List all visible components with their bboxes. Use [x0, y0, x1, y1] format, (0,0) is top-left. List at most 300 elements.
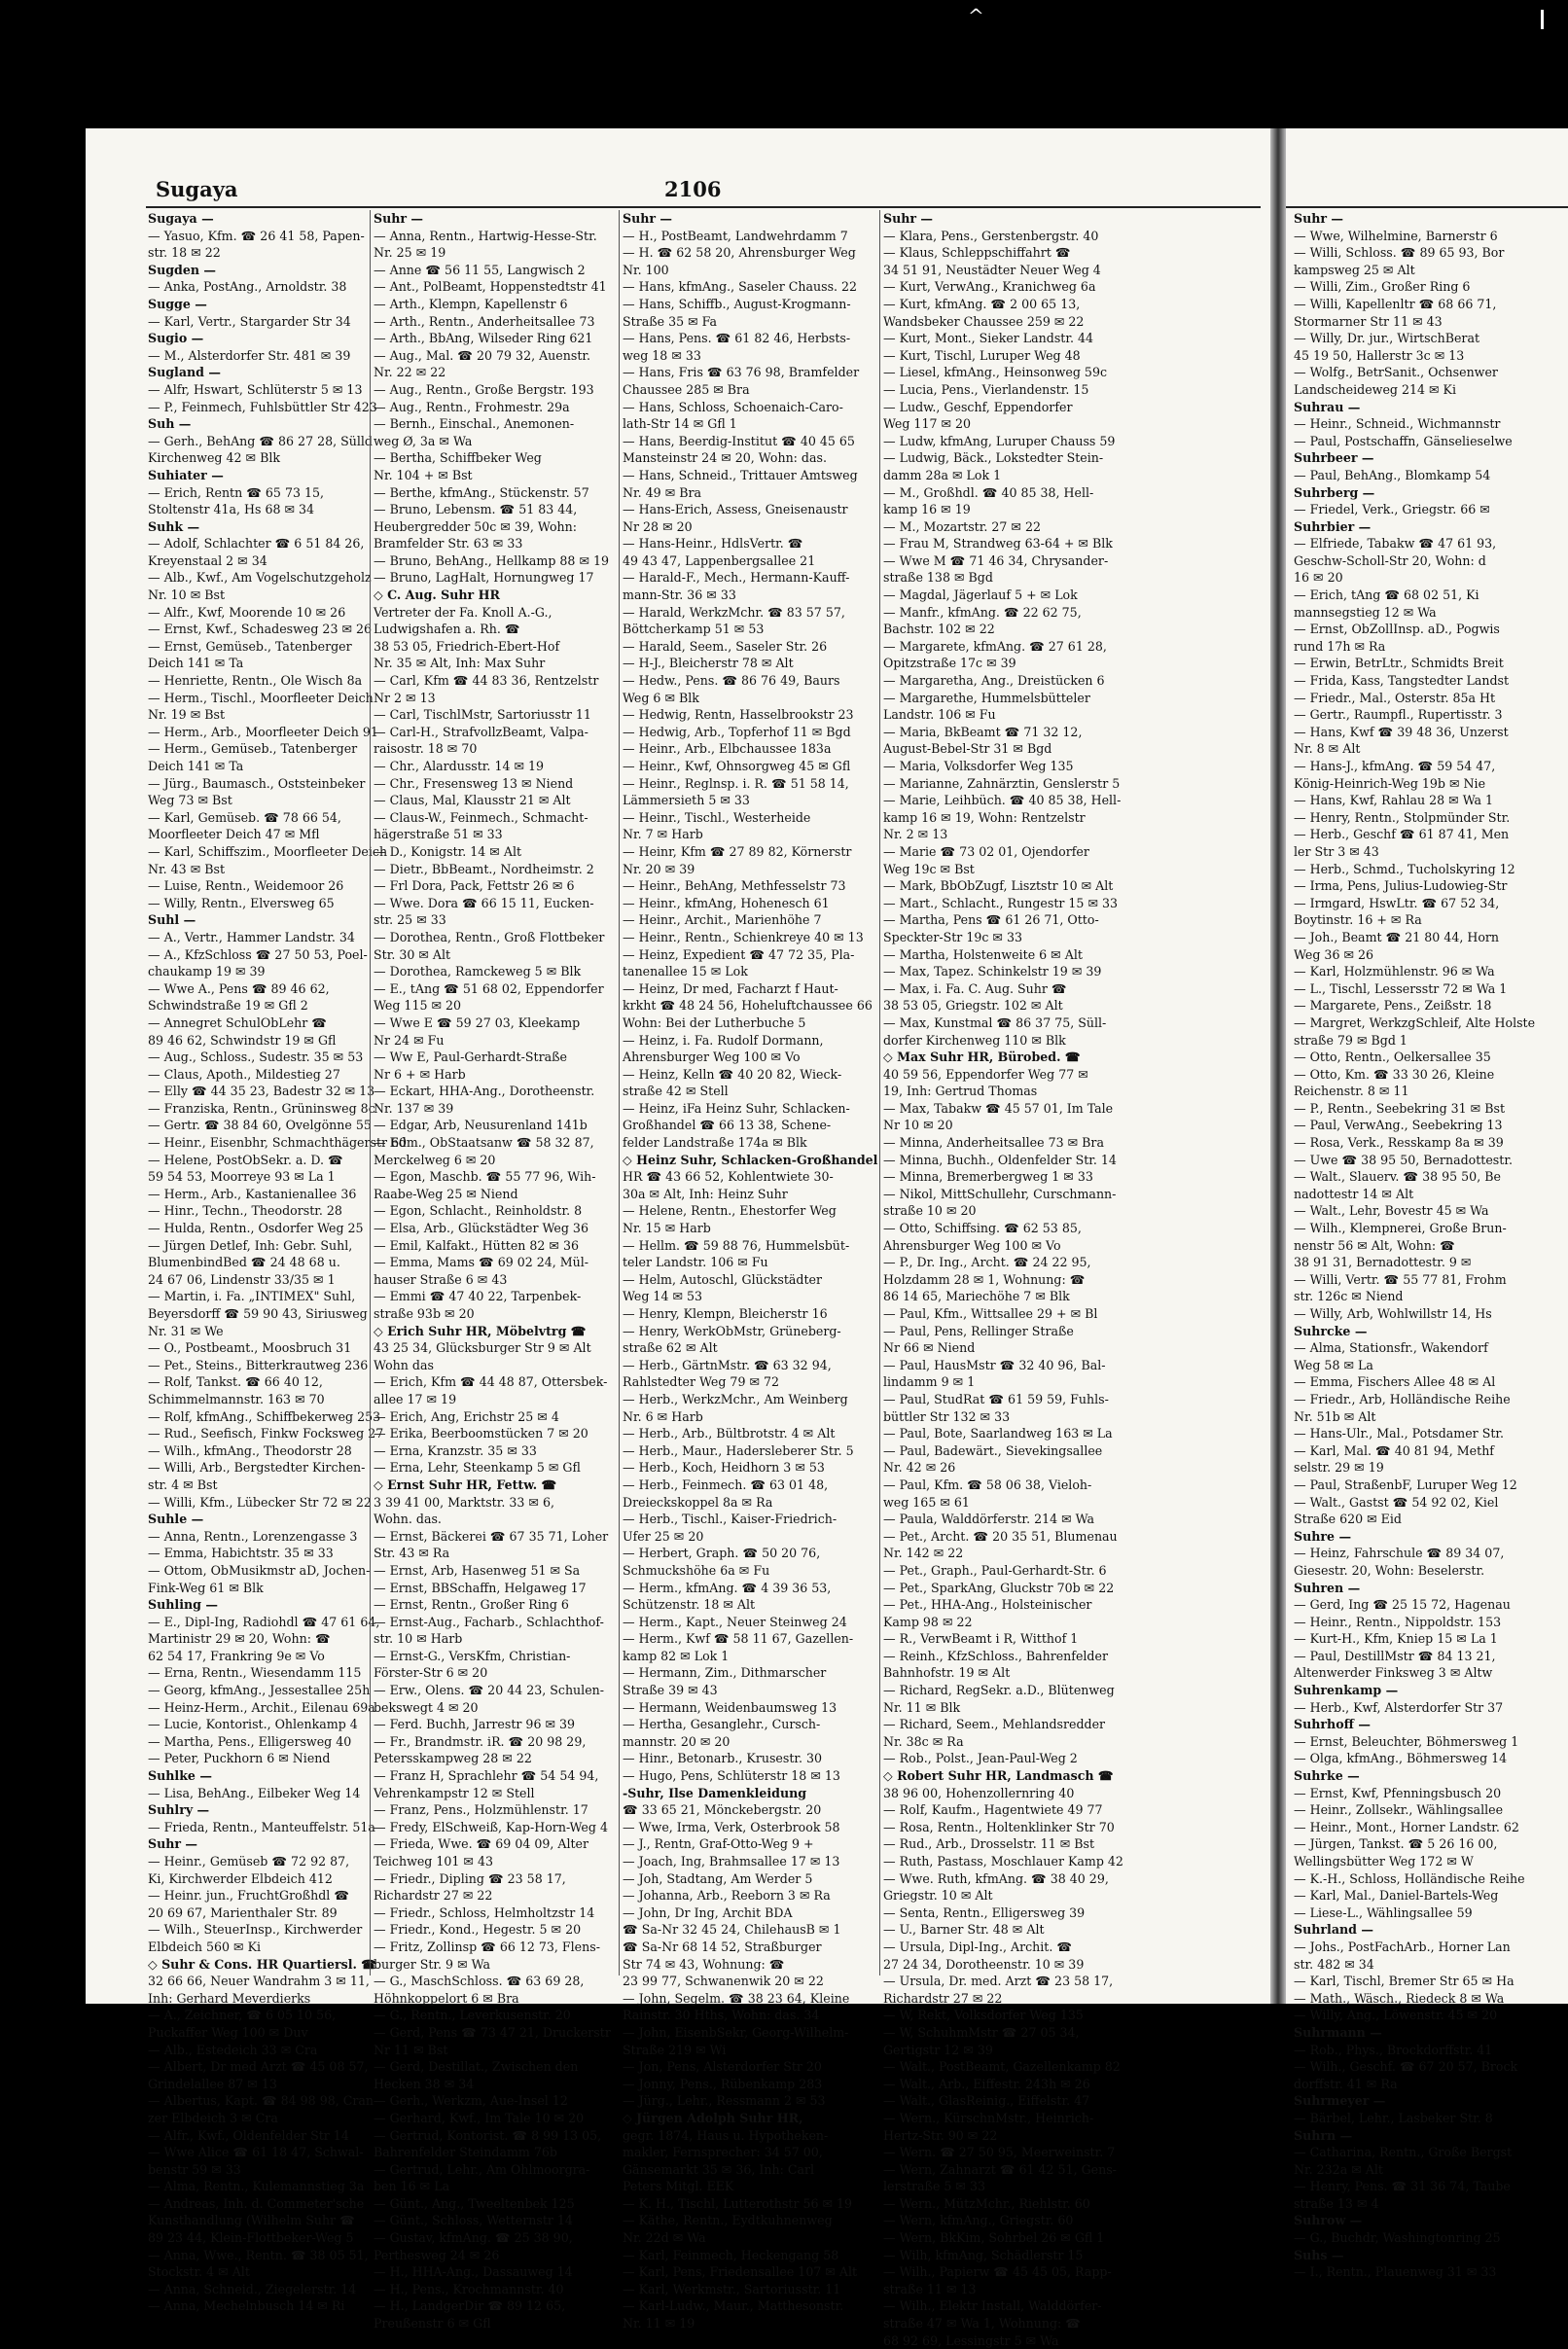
directory-entry: — Marie, Leihbüch. ☎ 40 85 38, Hell- — [883, 793, 1122, 808]
directory-entry: krkht ☎ 48 24 56, Hoheluftchaussee 66 — [623, 998, 873, 1014]
directory-entry: Nr. 104 + ✉ Bst — [374, 467, 473, 482]
entry-heading: Suhr — — [1294, 211, 1344, 226]
directory-entry: — Gerh., BehAng ☎ 86 27 28, Sülld — [148, 433, 373, 448]
directory-entry: hägerstraße 51 ✉ 33 — [374, 827, 503, 842]
directory-entry: ben 16 ✉ La — [374, 2179, 450, 2194]
directory-entry: Stormarner Str 11 ✉ 43 — [1294, 313, 1443, 329]
directory-entry: — Herb., WerkzMchr., Am Weinberg — [623, 1391, 848, 1406]
directory-entry: Weg 6 ✉ Blk — [623, 690, 699, 705]
directory-entry: — P., Feinmech, Fuhlsbüttler Str 423 — [148, 399, 377, 414]
directory-entry: — Herm., Tischl., Moorfleeter Deich — [148, 690, 374, 705]
directory-entry: Wellingsbütter Weg 172 ✉ W — [1294, 1854, 1474, 1869]
directory-entry: 27 24 34, Dorotheenstr. 10 ✉ 39 — [883, 1956, 1085, 1972]
directory-entry: Nr. 31 ✉ We — [148, 1323, 224, 1338]
directory-entry: — Claus, Mal, Klausstr 21 ✉ Alt — [374, 793, 571, 808]
directory-entry: — Heinz, Kelln ☎ 40 20 82, Wieck- — [623, 1066, 842, 1082]
directory-entry: — Erich, tAng ☎ 68 02 51, Ki — [1294, 587, 1479, 603]
directory-entry: — W, Rekt, Volksdorfer Weg 135 — [883, 2008, 1084, 2023]
entry-heading: Suhk — — [148, 518, 200, 534]
directory-entry: — Herb., Schmd., Tucholskyring 12 — [1294, 861, 1515, 876]
directory-entry: ◇ Jürgen Adolph Suhr HR, — [623, 2110, 803, 2125]
directory-entry: — Bärbel, Lehr., Lasbeker Str. 8 — [1294, 2110, 1493, 2125]
directory-entry: — Harald, Seem., Saseler Str. 26 — [623, 638, 828, 654]
directory-entry: Nr. 232a ✉ Alt — [1294, 2161, 1383, 2177]
directory-entry: Weg 115 ✉ 20 — [374, 998, 462, 1014]
directory-entry: Bahrenfelder Steindamm 76b — [374, 2145, 557, 2160]
directory-entry: — Magdal, Jägerlauf 5 + ✉ Lok — [883, 587, 1078, 603]
directory-entry: 62 54 17, Frankring 9e ✉ Vo — [148, 1648, 325, 1663]
directory-entry: — Henry, WerkObMstr, Grüneberg- — [623, 1323, 841, 1338]
directory-entry: — Jürgen Detlef, Inh: Gebr. Suhl, — [148, 1237, 353, 1253]
directory-entry: — Elsa, Arb., Glückstädter Weg 36 — [374, 1221, 588, 1236]
directory-entry: — Senta, Rentn., Elligersweg 39 — [883, 1904, 1086, 1920]
directory-entry: — Wilh., Elektr Install, Walddörfer- — [883, 2298, 1102, 2314]
directory-entry: — Pet., HHA-Ang., Holsteinischer — [883, 1597, 1092, 1613]
directory-entry: — Heinr., Eisenbhr, Schmachthägerstr 60 — [148, 1135, 408, 1151]
directory-entry: — Harald-F., Mech., Hermann-Kauff- — [623, 570, 850, 586]
next-page-column — [1294, 210, 1566, 2280]
directory-entry: — Henry, Rentn., Stolpmünder Str. — [1294, 809, 1511, 825]
directory-entry: — Max, Tapez. Schinkelstr 19 ✉ 39 — [883, 964, 1102, 979]
directory-entry: — Wwe. Ruth, kfmAng. ☎ 38 40 29, — [883, 1870, 1109, 1886]
directory-entry: — Willy, Arb, Wohlwillstr 14, Hs — [1294, 1306, 1492, 1321]
directory-entry: — Emma, Mams ☎ 69 02 24, Mül- — [374, 1255, 589, 1270]
directory-entry: — Friedr., Arb, Holländische Reihe — [1294, 1391, 1511, 1406]
directory-entry: Bachstr. 102 ✉ 22 — [883, 622, 995, 637]
directory-entry: — Hinr., Betonarb., Krusestr. 30 — [623, 1751, 823, 1766]
directory-entry: Wohn das — [374, 1357, 434, 1372]
directory-entry: — Yasuo, Kfm. ☎ 26 41 58, Papen- — [148, 228, 365, 243]
entry-heading: Suhle — — [148, 1512, 204, 1527]
directory-entry: tanenallee 15 ✉ Lok — [623, 964, 748, 979]
entry-heading: Sugaya — — [148, 211, 214, 226]
directory-entry: — R., VerwBeamt i R, Witthof 1 — [883, 1631, 1079, 1647]
directory-entry: — Ww E, Paul-Gerhardt-Straße — [374, 1050, 567, 1065]
page-header-name: Sugaya — [156, 177, 238, 201]
directory-entry: — Heinz-Herm., Archit., Eilenau 69a — [148, 1699, 375, 1715]
directory-entry: Nr. 43 ✉ Bst — [148, 861, 226, 876]
directory-entry: — P., Rentn., Seebekring 31 ✉ Bst — [1294, 1100, 1506, 1116]
directory-entry: 38 53 05, Griegstr. 102 ✉ Alt — [883, 998, 1063, 1014]
directory-entry: — Hugo, Pens, Schlüterstr 18 ✉ 13 — [623, 1768, 840, 1784]
directory-entry: Str. 43 ✉ Ra — [374, 1546, 450, 1561]
directory-entry: — Edm., ObStaatsanw ☎ 58 32 87, — [374, 1135, 594, 1151]
directory-entry: Richardstr 27 ✉ 22 — [883, 1990, 1003, 2006]
directory-entry: Weg 14 ✉ 53 — [623, 1289, 703, 1304]
directory-entry: — Hulda, Rentn., Osdorfer Weg 25 — [148, 1221, 364, 1236]
directory-entry: — Karl, Mal., Daniel-Bartels-Weg — [1294, 1888, 1499, 1904]
directory-entry: — Rob., Phys., Brockdorffstr. 41 — [1294, 2042, 1493, 2057]
directory-entry: Straße 35 ✉ Fa — [623, 313, 718, 329]
entry-heading: Suhrmeyer — — [1294, 2093, 1386, 2109]
directory-entry: — Heinr., Kwf, Ohnsorgweg 45 ✉ Gfl — [623, 759, 851, 773]
directory-entry: 34 51 91, Neustädter Neuer Weg 4 — [883, 262, 1101, 277]
directory-entry: 24 67 06, Lindenstr 33/35 ✉ 1 — [148, 1271, 336, 1287]
directory-entry: — Walt., PostBeamt, Gazellenkamp 82 — [883, 2059, 1121, 2075]
directory-entry: straße 13 ✉ 4 — [1294, 2195, 1379, 2211]
directory-entry: — Paul, DestillMstr ☎ 84 13 21, — [1294, 1648, 1496, 1663]
directory-entry: — Heinz, Fahrschule ☎ 89 34 07, — [1294, 1546, 1505, 1561]
directory-entry: — Heinr, Kfm ☎ 27 89 82, Körnerstr — [623, 843, 852, 859]
directory-entry: — Dorothea, Rentn., Groß Flottbeker — [374, 929, 605, 944]
directory-entry: — Herm., kfmAng. ☎ 4 39 36 53, — [623, 1580, 832, 1595]
directory-entry: — Günt., Schloss, Wetternstr 14 — [374, 2213, 573, 2228]
directory-entry: — Gertrud, Kontorist. ☎ 8 99 13 05, — [374, 2127, 602, 2143]
directory-entry: — Claus-W., Feinmech., Schmacht- — [374, 809, 588, 825]
directory-entry: — Chr., Alardusstr. 14 ✉ 19 — [374, 759, 545, 773]
directory-entry: makler, Fernsprecher: 34 57 00, — [623, 2145, 823, 2160]
directory-entry: — Adolf, Schlachter ☎ 6 51 84 26, — [148, 536, 365, 552]
directory-entry: — Ernst, Arb, Hasenweg 51 ✉ Sa — [374, 1562, 581, 1578]
directory-entry: — Bruno, BehAng., Hellkamp 88 ✉ 19 — [374, 552, 610, 568]
directory-entry: — Egon, Schlacht., Reinholdstr. 8 — [374, 1203, 583, 1219]
directory-entry: — Wwe Alice ☎ 61 18 47, Schwal- — [148, 2145, 364, 2160]
directory-entry: selstr. 29 ✉ 19 — [1294, 1460, 1384, 1476]
directory-entry: — Günt., Ang., Tweeltenbek 125 — [374, 2195, 575, 2211]
directory-entry: — Gerd, Ing ☎ 25 15 72, Hagenau — [1294, 1597, 1511, 1613]
directory-entry: 32 66 66, Neuer Wandrahm 3 ✉ 11, — [148, 1974, 370, 1989]
directory-entry: — Fredy, ElSchweiß, Kap-Horn-Weg 4 — [374, 1819, 608, 1834]
page-number: 2106 — [664, 177, 722, 201]
entry-heading: Suhr — — [374, 211, 424, 226]
directory-entry: — Martha, Holstenweite 6 ✉ Alt — [883, 946, 1083, 962]
directory-entry: — Emmi ☎ 47 40 22, Tarpenbek- — [374, 1289, 582, 1304]
directory-entry: — Margarethe, Hummelsbütteler — [883, 690, 1090, 705]
directory-entry: — Erich, Ang, Erichstr 25 ✉ 4 — [374, 1408, 559, 1424]
directory-entry: — Lucie, Kontorist., Ohlenkamp 4 — [148, 1717, 358, 1732]
directory-entry: — Kurt, Tischl, Luruper Weg 48 — [883, 347, 1081, 363]
directory-entry: 43 25 34, Glücksburger Str 9 ✉ Alt — [374, 1340, 591, 1356]
directory-entry: — Ernst, Beleuchter, Böhmersweg 1 — [1294, 1733, 1519, 1749]
directory-entry: Kunsthandlung (Wilhelm Suhr ☎ — [148, 2213, 355, 2228]
directory-entry: — Willy, Rentn., Elversweg 65 — [148, 895, 335, 910]
directory-entry: — Irmgard, HswLtr. ☎ 67 52 34, — [1294, 895, 1500, 910]
directory-entry: Landscheideweg 214 ✉ Ki — [1294, 381, 1456, 397]
directory-entry: — Hellm. ☎ 59 88 76, Hummelsbüt- — [623, 1237, 850, 1253]
directory-entry: Merckelweg 6 ✉ 20 — [374, 1152, 496, 1167]
directory-entry: — Max, Kunstmal ☎ 86 37 75, Süll- — [883, 1014, 1107, 1030]
directory-entry: — Erich, Kfm ☎ 44 48 87, Ottersbek- — [374, 1374, 608, 1390]
directory-entry: — Kurt, VerwAng., Kranichweg 6a — [883, 279, 1096, 295]
directory-entry: Weg 58 ✉ La — [1294, 1357, 1373, 1372]
directory-entry: — Henry, Klempn, Bleicherstr 16 — [623, 1306, 828, 1321]
directory-entry: 30a ✉ Alt, Inh: Heinz Suhr — [623, 1186, 788, 1201]
directory-entry: Bramfelder Str. 63 ✉ 33 — [374, 536, 523, 552]
directory-entry: Richardstr 27 ✉ 22 — [374, 1888, 493, 1904]
directory-entry: — Ant., PolBeamt, Hoppenstedtstr 41 — [374, 279, 607, 295]
directory-entry: — Joach, Ing, Brahmsallee 17 ✉ 13 — [623, 1854, 840, 1869]
directory-entry: — Walt., GlasReinig., Eiffelstr. 47 — [883, 2093, 1090, 2109]
directory-entry: — M., Mozartstr. 27 ✉ 22 — [883, 518, 1041, 534]
directory-entry: Nr. 2 ✉ 13 — [883, 827, 948, 842]
header-rule — [1286, 206, 1568, 208]
directory-entry: — Wern., KürschnMstr., Heinrich- — [883, 2110, 1094, 2125]
directory-entry: — Carl-H., StrafvollzBeamt, Valpa- — [374, 724, 588, 739]
directory-entry: — Margarete, Pens., Zeißstr. 18 — [1294, 998, 1492, 1014]
directory-entry: raisostr. 18 ✉ 70 — [374, 741, 478, 757]
directory-entry: — Herb., Koch, Heidhorn 3 ✉ 53 — [623, 1460, 825, 1476]
entry-heading: Suhrhoff — — [1294, 1717, 1371, 1732]
directory-entry: — Paul, Pens, Rellinger Straße — [883, 1323, 1074, 1338]
directory-entry: — Friedr., Schloss, Helmholtzstr 14 — [374, 1904, 595, 1920]
directory-entry: — G., Buchdr, Washingtonring 25 — [1294, 2230, 1501, 2246]
directory-entry: — Aug., Rentn., Große Bergstr. 193 — [374, 381, 594, 397]
directory-entry: — Karl, Tischl, Bremer Str 65 ✉ Ha — [1294, 1974, 1515, 1989]
directory-entry: — Reinh., KfzSchloss., Bahrenfelder — [883, 1648, 1108, 1663]
directory-entry: — Eckart, HHA-Ang., Dorotheenstr. — [374, 1084, 595, 1099]
directory-entry: Nr. 137 ✉ 39 — [374, 1100, 454, 1116]
directory-entry: Kreyenstaal 2 ✉ 34 — [148, 552, 267, 568]
directory-entry: — Henriette, Rentn., Ole Wisch 8a — [148, 673, 363, 689]
directory-entry: — Pet., SparkAng, Gluckstr 70b ✉ 22 — [883, 1580, 1115, 1595]
directory-entry: Peters Mitgl. EEK — [623, 2179, 734, 2194]
directory-entry: Wohn. das. — [374, 1512, 442, 1527]
directory-entry: — Elfriede, Tabakw ☎ 47 61 93, — [1294, 536, 1497, 552]
column-2 — [374, 210, 615, 2331]
directory-entry: Str. 30 ✉ Alt — [374, 946, 451, 962]
directory-entry: — Wern., MützMchr., Riehlstr. 60 — [883, 2195, 1090, 2211]
directory-entry: — Wwe, Irma, Verk, Osterbrook 58 — [623, 1819, 840, 1834]
directory-entry: — Minna, Bremerbergweg 1 ✉ 33 — [883, 1169, 1093, 1185]
directory-entry: — Erw., Olens. ☎ 20 44 23, Schulen- — [374, 1683, 605, 1698]
directory-entry: — Alfr., Kwf, Moorende 10 ✉ 26 — [148, 604, 346, 620]
column-divider — [879, 210, 880, 1975]
directory-entry: Nr. 35 ✉ Alt, Inh: Max Suhr — [374, 656, 546, 671]
directory-entry: — Hans-Erich, Assess, Gneisenaustr — [623, 502, 848, 517]
column-3 — [623, 210, 878, 2331]
directory-entry: — Heinr., Arb., Elbchaussee 183a — [623, 741, 832, 757]
directory-entry: — Paul, BehAng., Blomkamp 54 — [1294, 467, 1491, 482]
directory-entry: 19, Inh: Gertrud Thomas — [883, 1084, 1038, 1099]
next-page-edge — [1286, 128, 1568, 2280]
header-rule — [146, 206, 1261, 208]
entry-heading: Suhiater — — [148, 467, 224, 482]
directory-entry: Nr. 6 ✉ Harb — [623, 1408, 703, 1424]
directory-entry: Gertigstr 12 ✉ 39 — [883, 2042, 993, 2057]
directory-entry: Nr. 25 ✉ 19 — [374, 245, 446, 261]
entry-heading: Suhrau — — [1294, 399, 1361, 414]
directory-entry: August-Bebel-Str 31 ✉ Bgd — [883, 741, 1052, 757]
directory-entry: — Franz H, Sprachlehr ☎ 54 54 94, — [374, 1768, 599, 1784]
directory-entry: — Bruno, Lebensm. ☎ 51 83 44, — [374, 502, 578, 517]
directory-entry: Geschw-Scholl-Str 20, Wohn: d — [1294, 552, 1486, 568]
directory-entry: — Jonny, Pens., Rübenkamp 283 — [623, 2076, 823, 2091]
directory-entry: Kamp 98 ✉ 22 — [883, 1614, 973, 1629]
directory-entry: — Ernst, Rentn., Großer Ring 6 — [374, 1597, 569, 1613]
directory-entry: Nr. 20 ✉ 39 — [623, 861, 695, 876]
directory-entry: Nr. 51b ✉ Alt — [1294, 1408, 1376, 1424]
directory-entry: — Math., Wäsch., Riedeck 8 ✉ Wa — [1294, 1990, 1505, 2006]
directory-entry: — Heinr., Gemüseb ☎ 72 92 87, — [148, 1854, 350, 1869]
directory-entry: — Ferd. Buchh, Jarrestr 96 ✉ 39 — [374, 1717, 576, 1732]
directory-entry: — Chr., Fresensweg 13 ✉ Niend — [374, 775, 574, 791]
directory-entry: — D., Konigstr. 14 ✉ Alt — [374, 843, 522, 859]
directory-entry: büttler Str 132 ✉ 33 — [883, 1408, 1011, 1424]
directory-entry: — Berthe, kfmAng., Stückenstr. 57 — [374, 484, 589, 500]
directory-entry: — Jürg., Lehr., Ressmann 2 ✉ 53 — [623, 2093, 826, 2109]
directory-entry: Fink-Weg 61 ✉ Blk — [148, 1580, 264, 1595]
directory-entry: — John, Dr Ing, Archit BDA — [623, 1904, 793, 1920]
directory-entry: — Walt., Slauerv. ☎ 38 95 50, Be — [1294, 1169, 1501, 1185]
directory-entry: — Paul, HausMstr ☎ 32 40 96, Bal- — [883, 1357, 1106, 1372]
directory-entry: 38 91 31, Bernadottestr. 9 ✉ — [1294, 1255, 1472, 1270]
directory-entry: — Hermann, Weidenbaumsweg 13 — [623, 1699, 837, 1715]
directory-entry: — Rud., Seefisch, Finkw Focksweg 27 — [148, 1426, 384, 1441]
directory-entry: — Otto, Rentn., Oelkersallee 35 — [1294, 1050, 1491, 1065]
entry-heading: Suhl — — [148, 912, 196, 928]
directory-entry: — Martha, Pens., Elligersweg 40 — [148, 1733, 352, 1749]
directory-entry: — Willi, Vertr. ☎ 55 77 81, Frohm — [1294, 1271, 1507, 1287]
column-divider — [619, 210, 620, 1975]
directory-entry: — W, SchuhmMstr ☎ 27 05 34, — [883, 2024, 1080, 2040]
directory-entry: — Wolfg., BetrSanit., Ochsenwer — [1294, 365, 1498, 380]
directory-entry: — Hans, Kwf ☎ 39 48 36, Unzerst — [1294, 724, 1509, 739]
directory-entry: — Ludw., Geschf, Eppendorfer — [883, 399, 1073, 414]
directory-entry: — Herb., Feinmech. ☎ 63 01 48, — [623, 1477, 829, 1492]
directory-entry: — Hermann, Zim., Dithmarscher — [623, 1665, 827, 1681]
directory-entry: — H., HHA-Ang., Dassauweg 14 — [374, 2264, 573, 2280]
directory-entry: Nr. 22d ✉ Wa — [623, 2230, 706, 2246]
directory-entry: Ufer 25 ✉ 20 — [623, 1528, 704, 1544]
directory-entry: 38 96 00, Hohenzollernring 40 — [883, 1785, 1075, 1800]
directory-entry: 3 39 41 00, Marktstr. 33 ✉ 6, — [374, 1494, 554, 1510]
entry-heading: Suhlry — — [148, 1802, 210, 1818]
directory-entry: — Rosa, Verk., Resskamp 8a ✉ 39 — [1294, 1135, 1504, 1151]
directory-entry: Förster-Str 6 ✉ 20 — [374, 1665, 488, 1681]
directory-entry: — Ottom, ObMusikmstr aD, Jochen- — [148, 1562, 371, 1578]
directory-entry: Nr. 8 ✉ Alt — [1294, 741, 1361, 757]
directory-entry: — Heinr., kfmAng, Hohenesch 61 — [623, 895, 830, 910]
directory-entry: — Catharina, Rentn., Große Bergst — [1294, 2145, 1513, 2160]
directory-entry: — Klara, Pens., Gerstenbergstr. 40 — [883, 228, 1099, 243]
directory-entry: — Emil, Kalfakt., Hütten 82 ✉ 36 — [374, 1237, 580, 1253]
directory-entry: — Irma, Pens, Julius-Ludowieg-Str — [1294, 878, 1508, 894]
directory-entry: — Pet., Steins., Bitterkrautweg 236 — [148, 1357, 369, 1372]
entry-heading: Suhrcke — — [1294, 1323, 1368, 1338]
directory-entry: — Marie ☎ 73 02 01, Ojendorfer — [883, 843, 1089, 859]
directory-entry: — A., KfzSchloss ☎ 27 50 53, Poel- — [148, 946, 368, 962]
directory-entry: — Heinr., Archit., Marienhöhe 7 — [623, 912, 822, 928]
entry-heading: Suhrberg — — [1294, 484, 1375, 500]
directory-entry: — Hans-J., kfmAng. ☎ 59 54 47, — [1294, 759, 1496, 773]
entry-heading: Suhrn — — [1294, 2127, 1353, 2143]
entry-heading: Suhrmann — — [1294, 2024, 1382, 2040]
directory-entry: — Heinz, i. Fa. Rudolf Dormann, — [623, 1032, 824, 1048]
directory-entry: — Anka, PostAng., Arnoldstr. 38 — [148, 279, 347, 295]
directory-entry: Großhandel ☎ 66 13 38, Schene- — [623, 1118, 832, 1133]
directory-entry: Böttcherkamp 51 ✉ 53 — [623, 622, 765, 637]
directory-entry: — Wilh., SteuerInsp., Kirchwerder — [148, 1922, 363, 1938]
directory-entry: Stockstr. 4 ✉ Alt — [148, 2264, 250, 2280]
directory-entry: Straße 620 ✉ Eid — [1294, 1512, 1402, 1527]
directory-entry: allee 17 ✉ 19 — [374, 1391, 457, 1406]
directory-entry: — Anna, Mechelnbusch 14 ✉ Ri — [148, 2298, 345, 2314]
directory-entry: Deich 141 ✉ Ta — [148, 656, 244, 671]
directory-entry: — J., Rentn, Graf-Otto-Weg 9 + — [623, 1836, 814, 1852]
directory-entry: — Arth., Rentn., Anderheitsallee 73 — [374, 313, 595, 329]
directory-entry: — Rosa, Rentn., Holtenklinker Str 70 — [883, 1819, 1115, 1834]
directory-entry: Martinistr 29 ✉ 20, Wohn: ☎ — [148, 1631, 331, 1647]
directory-entry: — Heinz, Dr med, Facharzt f Haut- — [623, 980, 838, 996]
directory-entry: dorfer Kirchenweg 110 ✉ Blk — [883, 1032, 1066, 1048]
directory-entry: Beyersdorff ☎ 59 90 43, Siriusweg — [148, 1306, 368, 1321]
directory-entry: — Johs., PostFachArb., Horner Lan — [1294, 1939, 1511, 1954]
directory-entry: lerstraße 5 ✉ 33 — [883, 2179, 986, 2194]
directory-entry: Nr 66 ✉ Niend — [883, 1340, 976, 1356]
directory-entry: — Carl, Kfm ☎ 44 83 36, Rentzelstr — [374, 673, 599, 689]
directory-entry: — Ernst, ObZollInsp. aD., Pogwis — [1294, 622, 1500, 637]
directory-entry: — Ludw, kfmAng, Luruper Chauss 59 — [883, 433, 1116, 448]
directory-entry: straße 93b ✉ 20 — [374, 1306, 475, 1321]
directory-entry: — Arth., Klempn, Kapellenstr 6 — [374, 296, 568, 311]
directory-entry: ◇ Ernst Suhr HR, Fettw. ☎ — [374, 1477, 557, 1492]
directory-entry: Ahrensburger Weg 100 ✉ Vo — [623, 1050, 801, 1065]
directory-entry: — Herm., Kwf ☎ 58 11 67, Gazellen- — [623, 1631, 854, 1647]
directory-entry: — Lisa, BehAng., Eilbeker Weg 14 — [148, 1785, 361, 1800]
directory-entry: 20 69 67, Marienthaler Str. 89 — [148, 1904, 338, 1920]
directory-entry: — Rolf, Tankst. ☎ 66 40 12, — [148, 1374, 323, 1390]
directory-entry: — A., Zeichner, ☎ 6 05 10 56, — [148, 2008, 337, 2023]
directory-entry: — Helene, PostObSekr. a. D. ☎ — [148, 1152, 343, 1167]
directory-entry: — Erna, Lehr, Steenkamp 5 ✉ Gfl — [374, 1460, 581, 1476]
directory-entry: — Frida, Kass, Tangstedter Landst — [1294, 673, 1510, 689]
directory-entry: Straße 219 ✉ Wi — [623, 2042, 727, 2057]
directory-entry: — Margarete, kfmAng. ☎ 27 61 28, — [883, 638, 1107, 654]
directory-entry: — Wwe M ☎ 71 46 34, Chrysander- — [883, 552, 1109, 568]
directory-entry: Hertz-Str. 90 ✉ 22 — [883, 2127, 998, 2143]
directory-entry: — Karl, Vertr., Stargarder Str 34 — [148, 313, 351, 329]
directory-entry: — Minna, Anderheitsallee 73 ✉ Bra — [883, 1135, 1104, 1151]
directory-entry: Landstr. 106 ✉ Fu — [883, 707, 996, 723]
directory-entry: — Andreas, Inh. d. Commeter'sche — [148, 2195, 365, 2211]
directory-entry: — Herm., Arb., Kastanienallee 36 — [148, 1186, 357, 1201]
directory-entry: lindamm 9 ✉ 1 — [883, 1374, 976, 1390]
directory-entry: — Fr., Brandmstr. iR. ☎ 20 98 29, — [374, 1733, 587, 1749]
directory-entry: ☎ Sa-Nr 68 14 52, Straßburger — [623, 1939, 822, 1954]
directory-entry: Ki, Kirchwerder Elbdeich 412 — [148, 1870, 333, 1886]
directory-entry: — Wilh., kfmAng., Theodorstr 28 — [148, 1442, 352, 1458]
directory-entry: straße 11 ✉ 13 — [883, 2281, 977, 2296]
corner-mark: ^ — [968, 4, 984, 27]
directory-entry: Boytinstr. 16 + ✉ Ra — [1294, 912, 1422, 928]
directory-entry: — Hans-Heinr., HdlsVertr. ☎ — [623, 536, 803, 552]
directory-entry: — Hedwig, Rentn, Hasselbrookstr 23 — [623, 707, 854, 723]
directory-entry: HR ☎ 43 66 52, Kohlentwiete 30- — [623, 1169, 834, 1185]
directory-entry: — Willy, Ang., Löwenstr. 45 ✉ 20 — [1294, 2008, 1498, 2023]
directory-entry: Wandsbeker Chaussee 259 ✉ 22 — [883, 313, 1085, 329]
directory-entry: — Richard, Seem., Mehlandsredder — [883, 1717, 1106, 1732]
directory-entry: — Walt., Lehr, Bovestr 45 ✉ Wa — [1294, 1203, 1489, 1219]
directory-entry: — Albert, Dr med Arzt ☎ 45 08 57, — [148, 2059, 369, 2075]
directory-entry: — Minna, Buchh., Oldenfelder Str. 14 — [883, 1152, 1117, 1167]
directory-entry: 89 23 44, Klein-Flottbeker-Weg 5 — [148, 2230, 354, 2246]
entry-heading: Sugio — — [148, 331, 204, 346]
directory-entry: — Hertha, Gesanglehr., Cursch- — [623, 1717, 821, 1732]
directory-entry: zer Elbdeich 3 ✉ Cra — [148, 2110, 278, 2125]
directory-entry: — Wern, BkKim, Sohrbel 26 ✉ Gfl 1 — [883, 2230, 1105, 2246]
directory-entry: — Helene, Rentn., Ehestorfer Weg — [623, 1203, 837, 1219]
directory-entry: — Hans, Schiffb., August-Krogmann- — [623, 296, 851, 311]
directory-entry: burger Str. 9 ✉ Wa — [374, 1956, 490, 1972]
directory-entry: — Ernst, BBSchaffn, Helgaweg 17 — [374, 1580, 587, 1595]
entry-heading: Suhrbeer — — [1294, 450, 1374, 466]
directory-entry: Nr. 42 ✉ 26 — [883, 1460, 956, 1476]
directory-entry: — Maria, BkBeamt ☎ 71 32 12, — [883, 724, 1083, 739]
directory-entry: ☎ 33 65 21, Mönckebergstr. 20 — [623, 1802, 822, 1818]
directory-entry: 38 53 05, Friedrich-Ebert-Hof — [374, 638, 560, 654]
directory-entry: Griegstr. 10 ✉ Alt — [883, 1888, 993, 1904]
directory-entry: — Heinr. jun., FruchtGroßhdl ☎ — [148, 1888, 350, 1904]
